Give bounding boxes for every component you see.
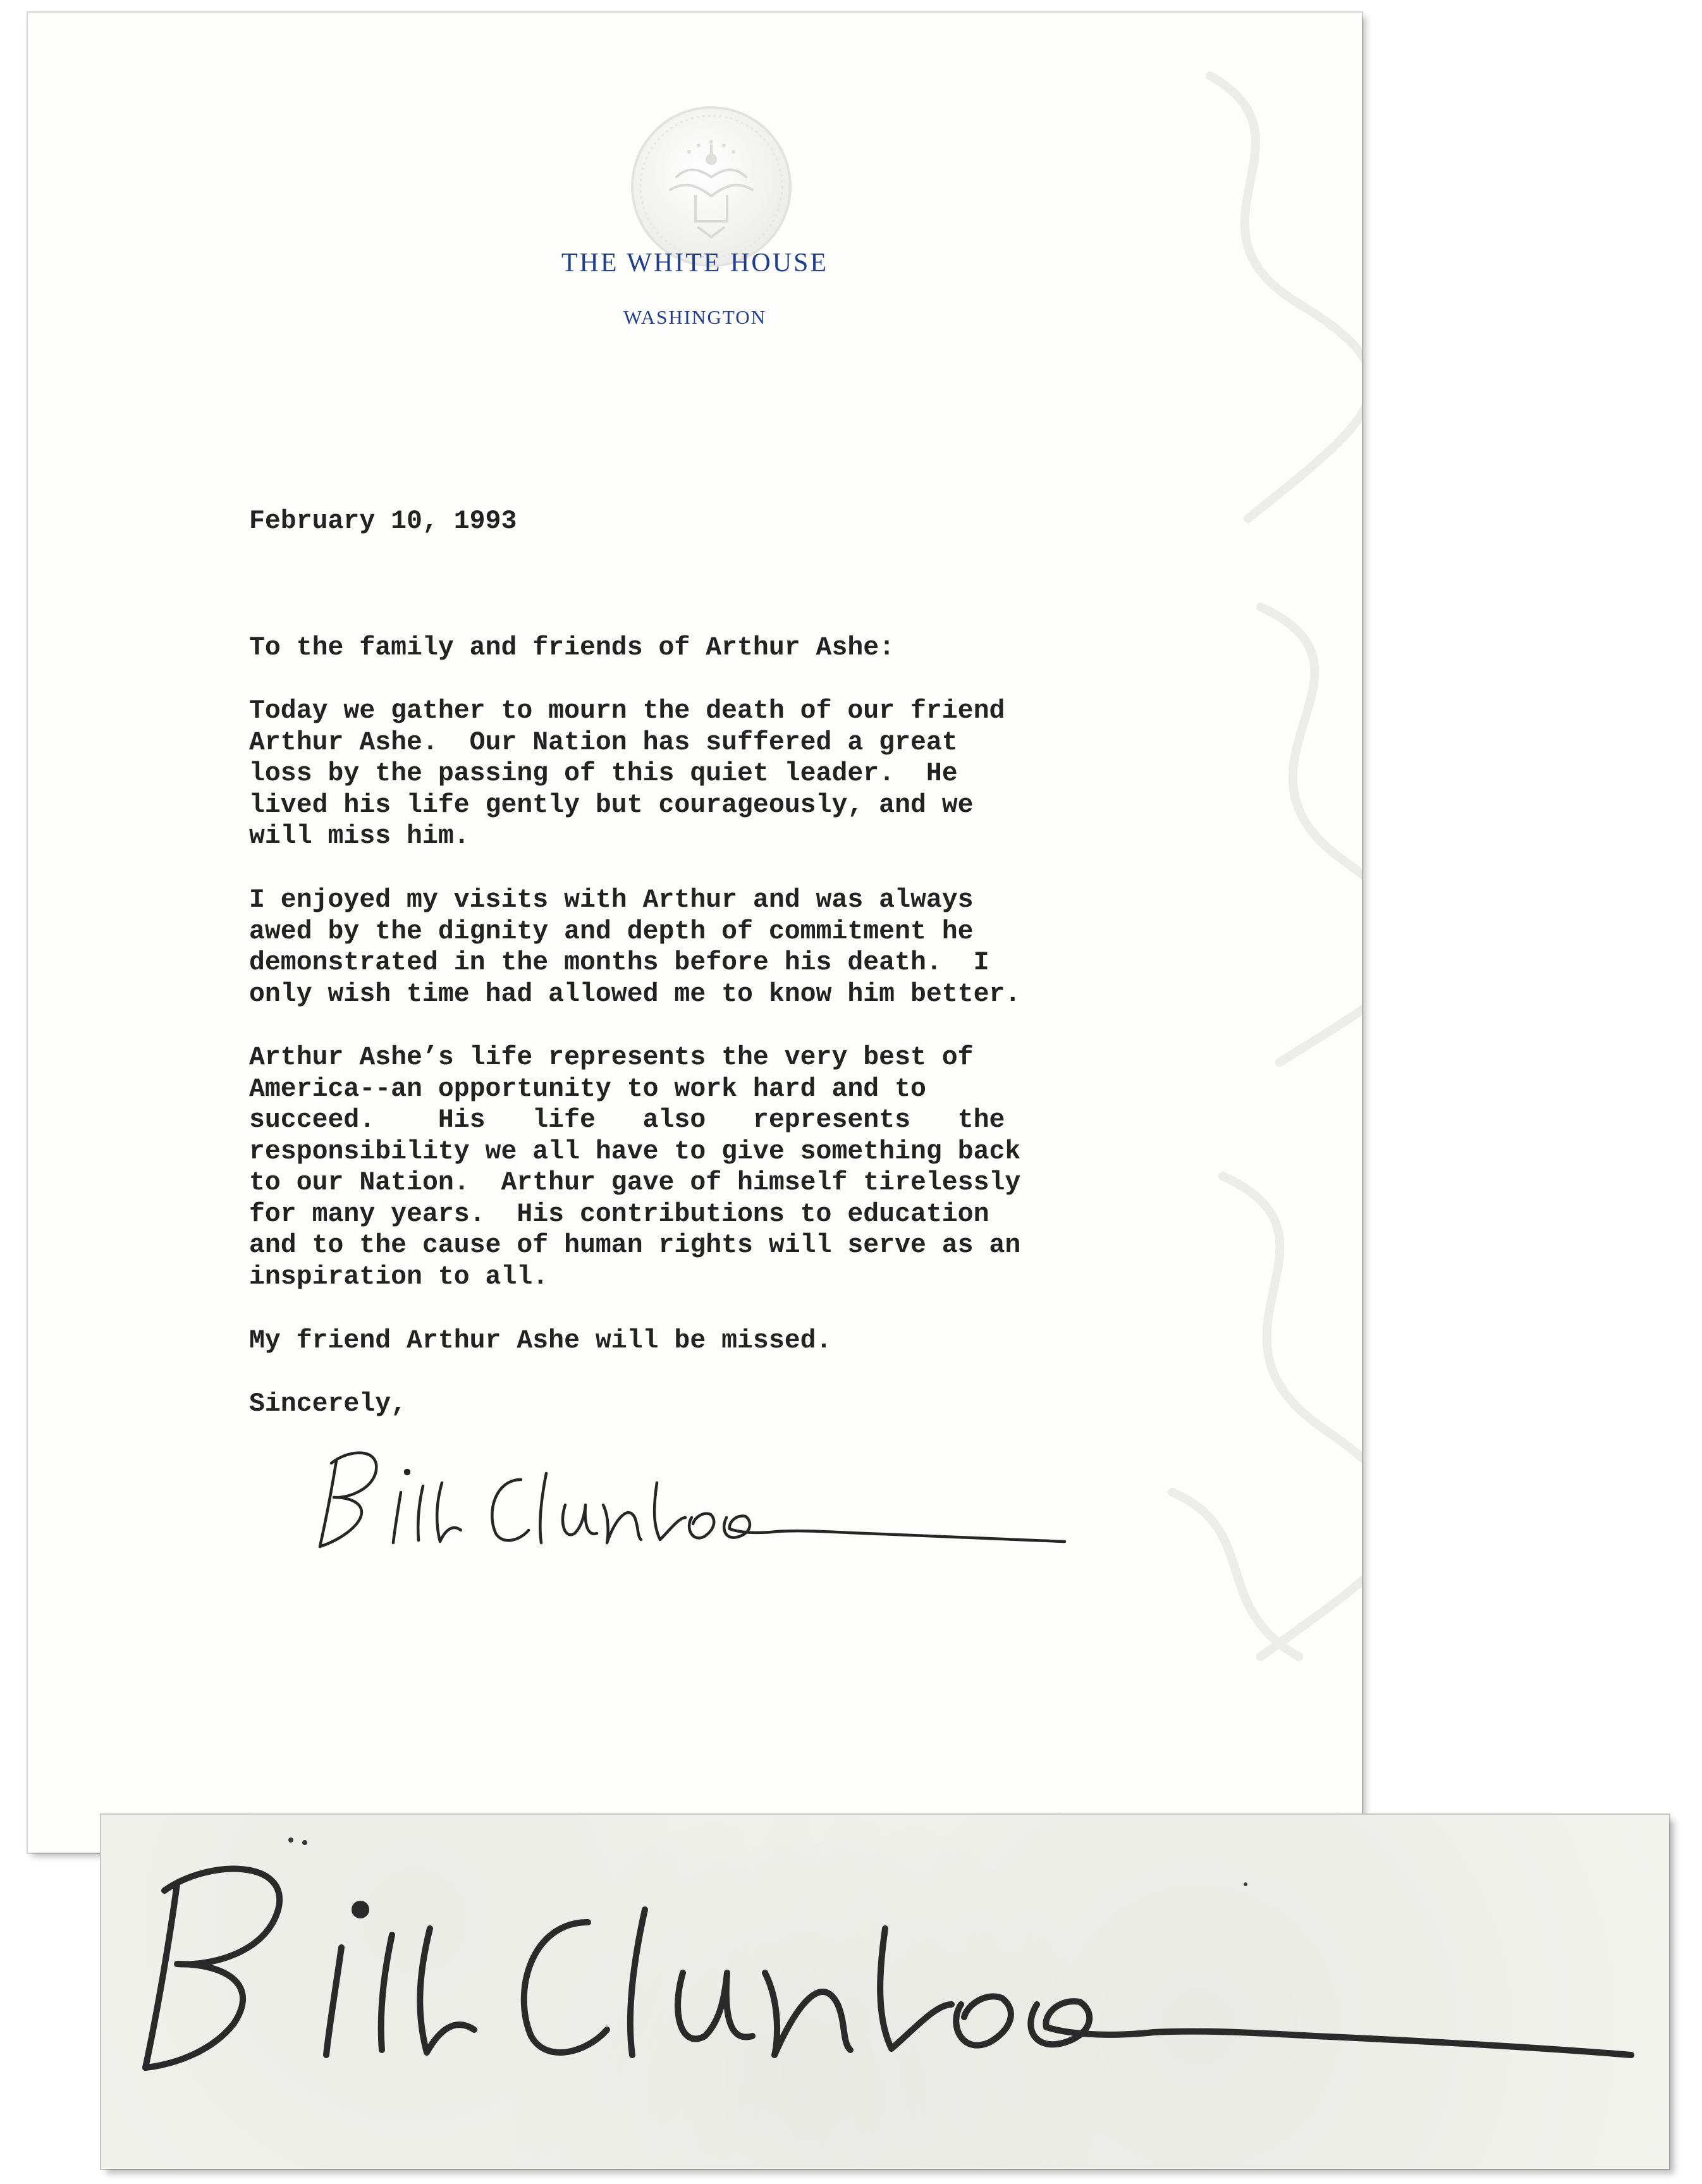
letter-paragraph: I enjoyed my visits with Arthur and was always awed by the dignity and depth of commitment he demonstrated in the months before his death. I only wish time had allowed me to know him better. [249,885,1021,1009]
letter-date: February 10, 1993 [249,506,517,536]
letter-paragraph: Today we gather to mourn the death of our friend Arthur Ashe. Our Nation has suffered a great loss by the passing of this quiet leader. He lived his life gently but courageously, and we will miss him. [249,696,1005,851]
letter-paragraph: My friend Arthur Ashe will be missed. [249,1326,832,1356]
signature-enlargement [101,1815,1669,2169]
handwritten-signature-icon [306,1423,1077,1574]
letter-closing: Sincerely, [249,1389,407,1419]
presidential-seal-icon [626,101,797,272]
letter-salutation: To the family and friends of Arthur Ashe: [249,633,895,663]
letter-paragraph: Arthur Ashe’s life represents the very best of America--an opportunity to work hard and to succeed. His life also represents the responsibility we all have to give something back to our Nation. Arthur gave of himself tirelessly for many years. His contributions to education and to the cause of human rights will serve as an inspiration to all. [249,1043,1021,1292]
letterhead-title: THE WHITE HOUSE [561,248,829,278]
letterhead-city: WASHINGTON [623,306,767,328]
enlarged-signature-icon [101,1815,1669,2169]
letter-page [28,13,1362,1853]
watermark-swirl-icon [1134,38,1362,1808]
